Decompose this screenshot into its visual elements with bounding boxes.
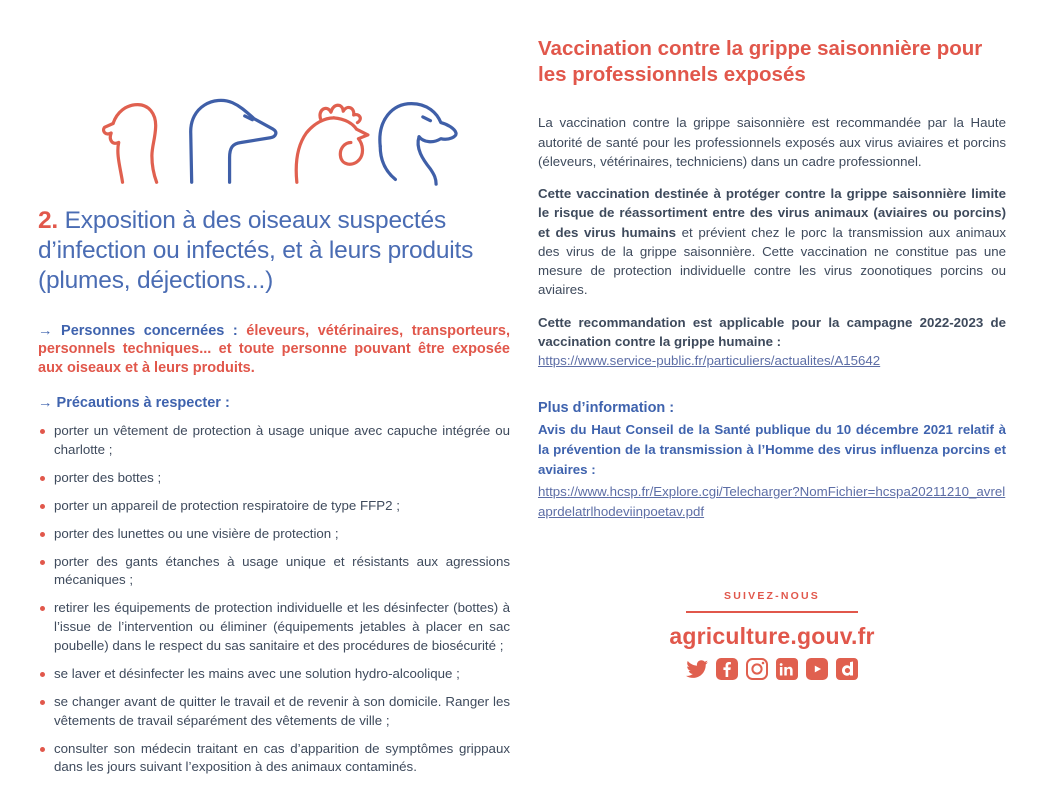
vaccination-para-2	[538, 184, 1006, 300]
hcsp-notice-text: Avis du Haut Conseil de la Santé publique du 10 décembre 2021 relatif à la prévention de la transmission à l’Homme des virus influenza porcins et aviaires :	[538, 422, 1006, 478]
service-public-link[interactable]: https://www.service-public.fr/particuliers/actualites/A15642	[538, 353, 881, 369]
precautions-label: → Précautions à respecter :	[38, 395, 230, 412]
vaccination-para-2-bold: Cette vaccination destinée à protéger contre la grippe saisonnière limite le risque de réassortiment entre des virus animaux (aviaires ou porcins) et des virus humains	[538, 186, 1006, 240]
linkedin-icon[interactable]	[775, 657, 799, 681]
section-title-text: Exposition à des oiseaux suspectés d’infection ou infectés, et à leurs produits (plumes, déjections...)	[38, 207, 474, 294]
hen-icon	[296, 105, 368, 182]
instagram-icon[interactable]	[745, 657, 769, 681]
follow-us-label: SUIVEZ-NOUS	[724, 590, 820, 602]
precaution-item: porter un vêtement de protection à usage unique avec capuche intégrée ou charlotte ;	[38, 422, 510, 460]
turkey-icon	[104, 105, 157, 183]
precaution-item: porter des bottes ;	[38, 469, 510, 488]
youtube-icon[interactable]	[805, 657, 829, 681]
more-info-label: Plus d’information :	[538, 400, 675, 417]
precaution-item: porter des gants étanches à usage unique et résistants aux agressions mécaniques ;	[38, 553, 510, 591]
precaution-item: se changer avant de quitter le travail et de revenir à son domicile. Ranger les vêtements de travail séparément des vêtements de ville ;	[38, 693, 510, 731]
facebook-icon[interactable]	[715, 657, 739, 681]
precaution-item: retirer les équipements de protection individuelle et les désinfecter (bottes) à l’issue de l’intervention ou éliminer (équipements jetables à placer en sac poubelle) dans le respect du sas sanitaire et des procédures de biosécurité ;	[38, 599, 510, 656]
twitter-icon[interactable]	[685, 657, 709, 681]
site-name[interactable]: agriculture.gouv.fr	[669, 623, 875, 649]
precaution-item: porter des lunettes ou une visière de protection ;	[38, 525, 510, 544]
right-column	[538, 0, 1006, 521]
birds-illustration	[96, 86, 456, 198]
section-number: 2.	[38, 207, 59, 234]
left-column	[38, 0, 510, 786]
footer	[538, 590, 1006, 681]
goose-icon	[191, 100, 276, 182]
precaution-item: consulter son médecin traitant en cas d’apparition de symptômes grippaux dans les jours suivant l’exposition à des animaux contaminés.	[38, 740, 510, 778]
dailymotion-icon[interactable]	[835, 657, 859, 681]
precaution-item: se laver et désinfecter les mains avec une solution hydro-alcoolique ;	[38, 665, 510, 684]
more-info-section	[538, 400, 1006, 520]
persons-concerned	[38, 322, 510, 379]
precautions-list	[38, 422, 510, 777]
vaccination-para-2-rest: et prévient chez le porc la transmission aux animaux des virus de la grippe saisonnière. Cette vaccination ne constitue pas une mesure de protection individuelle contre les virus zoonotiques porcins ou aviaires.	[538, 224, 1006, 298]
precaution-item: porter un appareil de protection respiratoire de type FFP2 ;	[38, 497, 510, 516]
recommendation-para: Cette recommandation est applicable pour la campagne 2022-2023 de vaccination contre la grippe humaine :	[538, 314, 1006, 349]
vaccination-title: Vaccination contre la grippe saisonnière pour les professionnels exposés	[538, 37, 983, 86]
vaccination-para-1: La vaccination contre la grippe saisonnière est recommandée par la Haute autorité de santé pour les professionnels exposés aux virus aviaires et porcins (éleveurs, vétérinaires, techniciens) dans un cadre professionnel.	[538, 115, 1006, 169]
persons-text: éleveurs, vétérinaires, transporteurs, personnels techniques... et toute personne pouvant être exposée aux oiseaux et à leurs produits.	[38, 322, 511, 377]
footer-divider	[686, 611, 858, 613]
social-links	[538, 657, 1006, 681]
persons-label: → Personnes concernées :	[38, 322, 247, 339]
duck-icon	[380, 104, 456, 185]
hcsp-link[interactable]: https://www.hcsp.fr/Explore.cgi/Telecharger?NomFichier=hcspa20211210_avrelaprdelatrlhodeviinpoetav.pdf	[538, 484, 1006, 519]
section-heading	[38, 206, 510, 296]
